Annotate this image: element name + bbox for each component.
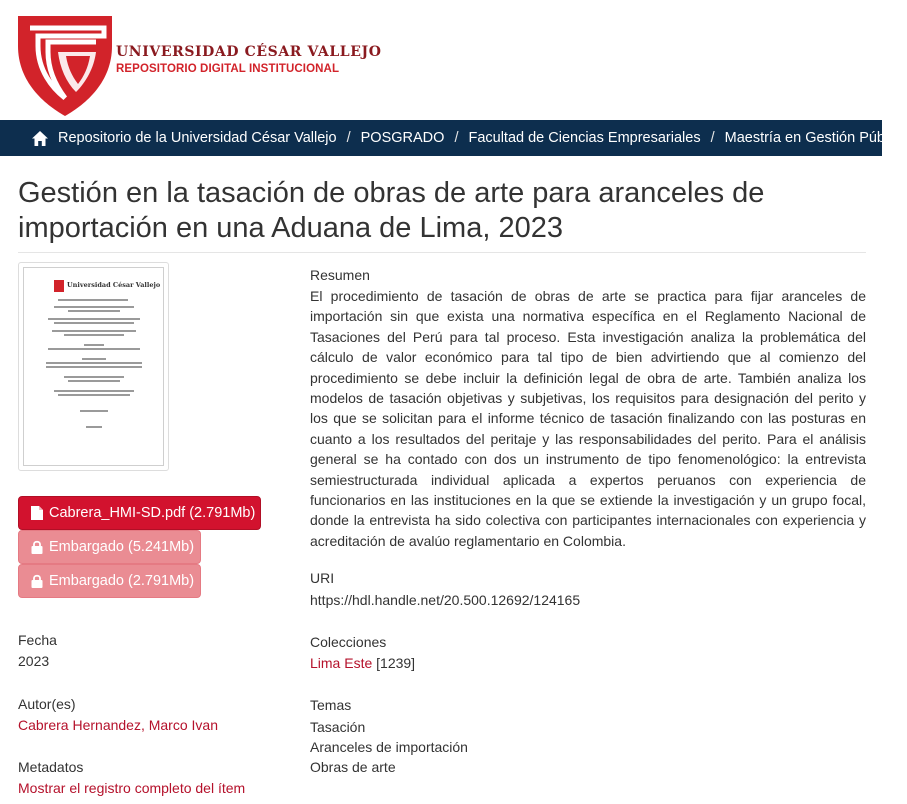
embargoed-file-label-2: Embargado (2.791Mb) [49,573,195,589]
brand-subtitle: REPOSITORIO DIGITAL INSTITUCIONAL [116,63,340,75]
subject-link-aranceles[interactable]: Aranceles de importación [310,739,468,755]
download-pdf-label: Cabrera_HMI-SD.pdf (2.791Mb) [49,505,256,521]
subject-link-obras[interactable]: Obras de arte [310,759,396,775]
date-label: Fecha [18,632,57,648]
file-icon [31,506,43,520]
collection-count: [1239] [376,655,416,671]
brand-name: UNIVERSIDAD CÉSAR VALLEJO [116,44,382,60]
breadcrumb-separator: / [454,130,459,146]
embargoed-file-label-1: Embargado (5.241Mb) [49,539,195,555]
lock-icon [31,574,43,588]
breadcrumb-bar [0,120,907,156]
collection-entry [310,655,415,671]
breadcrumb-separator: / [346,130,351,146]
collection-link[interactable]: Lima Este [310,655,373,671]
embargoed-file-button-2[interactable] [18,564,201,598]
author-label: Autor(es) [18,696,76,712]
ucv-shield-logo[interactable] [16,12,114,118]
brand-block [116,44,382,75]
thumbnail-logo-text: Universidad César Vallejo [67,281,161,289]
thumbnail-page-preview [24,268,163,465]
breadcrumb-item-posgrado[interactable]: POSGRADO [360,130,445,146]
abstract-text: El procedimiento de tasación de obras de arte se practica para fijar aranceles de importación sin que exista una normativa específica en el Reglamento Nacional de Tasaciones del Perú para tal proceso. Esta investigación analiza la problemática del cálculo de valor económico para tal tipo de bien advirtiendo que al comienzo del procedimiento se debe incluir la definición legal de obra de arte. También analiza los modelos de tasación objetivas y subjetivas, los requisitos para designación del perito y los que se solicitan para el informe técnico de tasación finalizando con las posturas en cuanto a los resultados del peritaje y las responsabilidades del perito. Para el análisis general se ha contado con dos un instrumento de tipo fenomenológico: la entrevista semiestructurada individual aplicada a expertos peruanos con experiencia de funcionarios en las instituciones en la que se extiende la investigación y un grupo focal, donde la entrevista ha sido colectiva con participantes internacionales con experiencia y acreditación de avalúo reglamentario en Colombia. [310,288,866,549]
abstract-label: Resumen [310,267,370,283]
document-thumbnail[interactable] [18,262,169,471]
subjects-label: Temas [310,697,352,713]
download-pdf-button[interactable] [18,496,261,530]
thumbnail-page [23,267,164,466]
breadcrumb-separator: / [710,130,715,146]
home-icon[interactable] [32,131,48,146]
page-title: Gestión en la tasación de obras de arte para aranceles de importación en una Aduana de Lima, 2023 [18,177,765,244]
embargoed-file-button-1[interactable] [18,530,201,564]
breadcrumb-item-faculty[interactable]: Facultad de Ciencias Empresariales [468,130,701,146]
breadcrumb [32,120,907,156]
date-value: 2023 [18,653,50,669]
breadcrumb-item-program[interactable]: Maestría en Gestión Pública [724,130,907,146]
metadata-label: Metadatos [18,759,84,775]
collections-label: Colecciones [310,634,387,650]
subject-link-tasacion[interactable]: Tasación [310,719,366,735]
title-divider [18,252,866,253]
full-record-link[interactable]: Mostrar el registro completo del ítem [18,780,246,796]
author-link[interactable]: Cabrera Hernandez, Marco Ivan [18,717,218,733]
lock-icon [31,540,43,554]
handle-link[interactable]: https://hdl.handle.net/20.500.12692/124165 [310,592,581,608]
site-header [0,0,882,120]
uri-label: URI [310,570,335,586]
breadcrumb-item-repository[interactable]: Repositorio de la Universidad César Vallejo [58,130,337,146]
